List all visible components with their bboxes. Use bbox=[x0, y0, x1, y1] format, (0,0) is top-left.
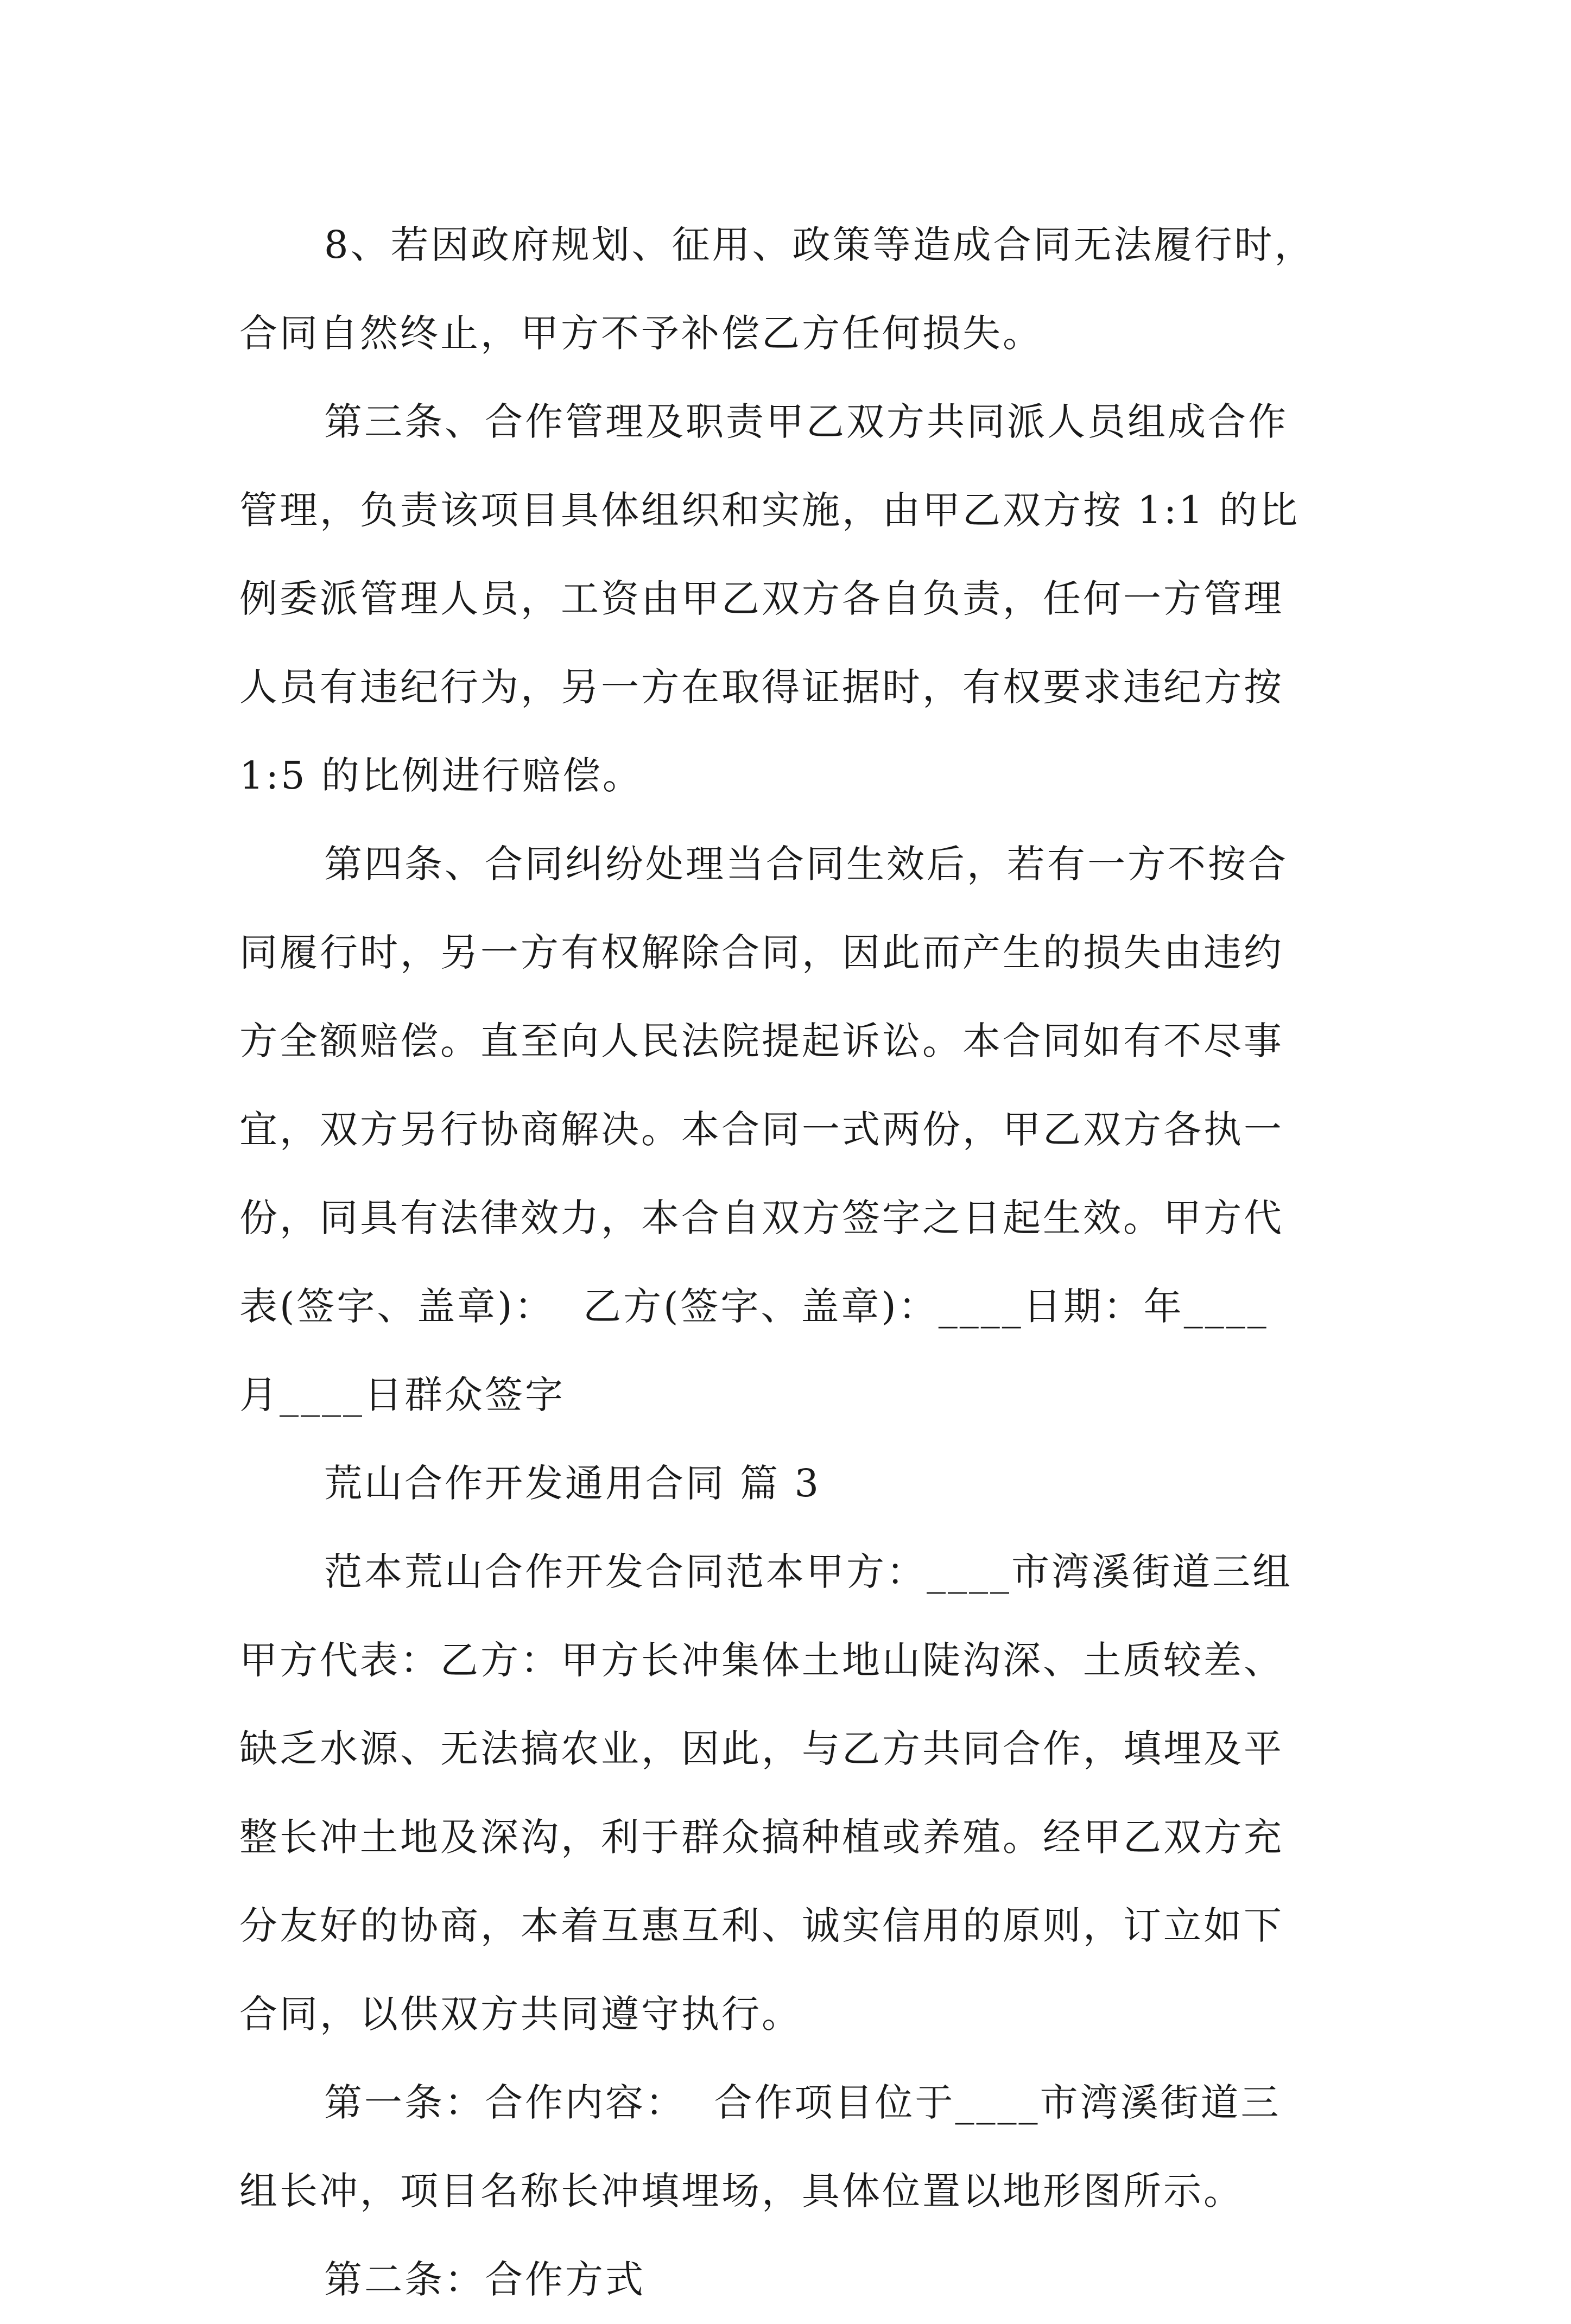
text-line: 宜，双方另行协商解决。本合同一式两份，甲乙双方各执一 bbox=[239, 1107, 1284, 1152]
text-line: 份，同具有法律效力，本合自双方签字之日起生效。甲方代 bbox=[239, 1196, 1284, 1240]
signature-line: 月____日群众签字 bbox=[239, 1373, 565, 1417]
text-line: 人员有违纪行为，另一方在取得证据时，有权要求违纪方按 bbox=[239, 665, 1284, 709]
signature-line: 表(签字、盖章)： 乙方(签字、盖章)：____日期：年____ bbox=[239, 1284, 1269, 1329]
text-line: 分友好的协商，本着互惠互利、诚实信用的原则，订立如下 bbox=[239, 1903, 1284, 1948]
text-line: 第四条、合同纠纷处理当合同生效后，若有一方不按合 bbox=[324, 842, 1288, 886]
text-line: 例委派管理人员，工资由甲乙双方各自负责，任何一方管理 bbox=[239, 576, 1284, 621]
text-line: 第一条：合作内容： 合作项目位于____市湾溪街道三 bbox=[324, 2080, 1281, 2125]
section-heading: 荒山合作开发通用合同 篇 3 bbox=[324, 1461, 821, 1506]
text-line: 合同，以供双方共同遵守执行。 bbox=[239, 1992, 802, 2036]
text-line: 整长冲土地及深沟，利于群众搞种植或养殖。经甲乙双方充 bbox=[239, 1815, 1284, 1859]
text-line: 同履行时，另一方有权解除合同，因此而产生的损失由违约 bbox=[239, 930, 1284, 975]
text-line: 第三条、合作管理及职责甲乙双方共同派人员组成合作 bbox=[324, 399, 1288, 444]
text-line: 合同自然终止，甲方不予补偿乙方任何损失。 bbox=[239, 311, 1043, 355]
text-line: 范本荒山合作开发合同范本甲方：____市湾溪街道三组 bbox=[324, 1550, 1293, 1594]
text-line: 管理，负责该项目具体组织和实施，由甲乙双方按 1:1 的比 bbox=[239, 488, 1300, 532]
document-body bbox=[239, 201, 1347, 2324]
text-line: 缺乏水源、无法搞农业，因此，与乙方共同合作，填埋及平 bbox=[239, 1726, 1284, 1771]
text-line: 组长冲，项目名称长冲填埋场，具体位置以地形图所示。 bbox=[239, 2169, 1244, 2213]
text-line: 甲方代表：乙方：甲方长冲集体土地山陡沟深、土质较差、 bbox=[239, 1638, 1284, 1682]
text-line: 1:5 的比例进行赔偿。 bbox=[239, 753, 643, 798]
text-line: 方全额赔偿。直至向人民法院提起诉讼。本合同如有不尽事 bbox=[239, 1019, 1284, 1063]
text-line: 第二条：合作方式 bbox=[324, 2257, 645, 2302]
text-line: 8、若因政府规划、征用、政策等造成合同无法履行时， bbox=[324, 223, 1315, 267]
